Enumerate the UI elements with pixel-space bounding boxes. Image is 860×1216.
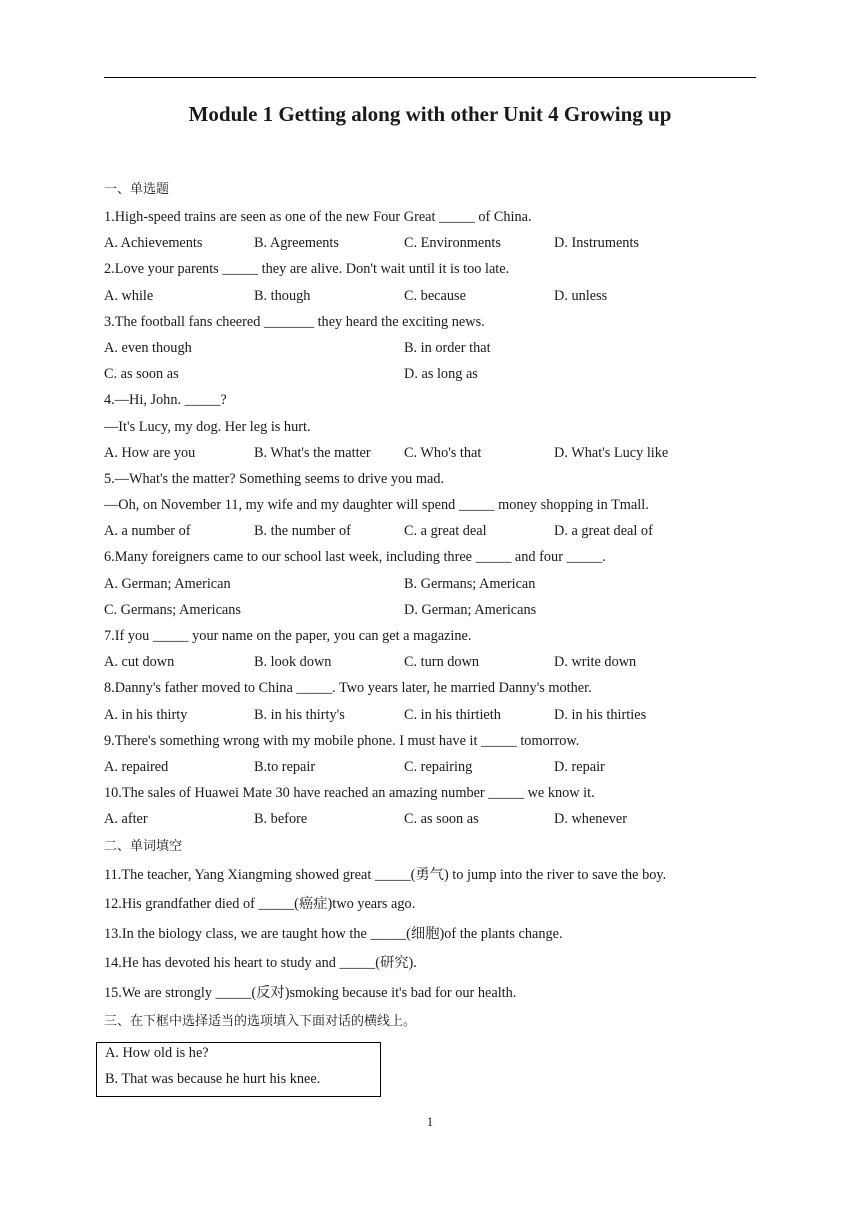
fill-in-item: 14.He has devoted his heart to study and _____(研究).	[104, 955, 417, 971]
worksheet-content	[104, 176, 764, 1036]
options-row	[104, 702, 764, 728]
question-stem: 4.—Hi, John. _____?	[104, 392, 227, 409]
option: C. as soon as	[404, 811, 479, 828]
options-row	[104, 754, 764, 780]
option: B. Germans; American	[404, 575, 536, 592]
option: A. after	[104, 811, 148, 828]
option: D. in his thirties	[554, 706, 647, 723]
section-heading-3: 三、在下框中选择适当的选项填入下面对话的横线上。	[104, 1014, 417, 1029]
option: A. German; American	[104, 575, 231, 592]
option: A. a number of	[104, 523, 191, 540]
question-stem: 10.The sales of Huawei Mate 30 have reached an amazing number _____ we know it.	[104, 785, 595, 802]
options-row	[104, 230, 764, 256]
option: C. Germans; Americans	[104, 601, 241, 618]
option: C. because	[404, 287, 466, 304]
question-stem: 9.There's something wrong with my mobile phone. I must have it _____ tomorrow.	[104, 732, 580, 749]
fill-in-item: 15.We are strongly _____(反对)smoking because it's bad for our health.	[104, 984, 517, 1001]
box-choice: A. How old is he?	[105, 1045, 209, 1061]
option: C. in his thirtieth	[404, 706, 501, 723]
option: B.to repair	[254, 758, 316, 775]
option: D. whenever	[554, 811, 628, 828]
option: A. repaired	[104, 758, 169, 775]
option: B. What's the matter	[254, 444, 371, 461]
question-stem-reply: —Oh, on November 11, my wife and my daughter will spend _____ money shopping in Tmall.	[104, 497, 649, 514]
options-row	[104, 361, 764, 387]
option: B. in order that	[404, 339, 491, 356]
option: B. Agreements	[254, 235, 339, 252]
option: C. a great deal	[404, 523, 487, 540]
question-stem: 8.Danny's father moved to China _____. Two years later, he married Danny's mother.	[104, 680, 592, 697]
answer-choice-box	[96, 1042, 381, 1097]
question-stem: 5.—What's the matter? Something seems to drive you mad.	[104, 470, 445, 487]
page-title: Module 1 Getting along with other Unit 4 Growing up	[188, 102, 672, 126]
fill-in-item: 11.The teacher, Yang Xiangming showed great _____(勇气) to jump into the river to save the boy.	[104, 866, 667, 883]
option: A. cut down	[104, 654, 175, 671]
option: D. as long as	[404, 366, 478, 383]
options-row	[104, 518, 764, 544]
option: B. look down	[254, 654, 332, 671]
question-stem: 3.The football fans cheered _______ they heard the exciting news.	[104, 313, 485, 330]
option: A. while	[104, 287, 154, 304]
option: C. repairing	[404, 758, 473, 775]
question-stem: 1.High-speed trains are seen as one of the new Four Great _____ of China.	[104, 209, 532, 225]
fill-in-item: 12.His grandfather died of _____(癌症)two years ago.	[104, 896, 416, 912]
section-heading-1: 一、单选题	[104, 182, 170, 197]
header-rule	[104, 77, 756, 78]
option: A. Achievements	[104, 235, 203, 252]
option: C. as soon as	[104, 366, 179, 383]
option: D. German; Americans	[404, 601, 537, 618]
option: B. before	[254, 811, 308, 828]
option: D. Instruments	[554, 235, 639, 252]
option: D. unless	[554, 287, 608, 304]
options-row	[104, 571, 764, 597]
page-number: 1	[426, 1114, 434, 1129]
option: B. though	[254, 287, 311, 304]
options-row	[104, 283, 764, 309]
option: B. in his thirty's	[254, 706, 345, 723]
option: B. the number of	[254, 523, 351, 540]
option: A. in his thirty	[104, 706, 188, 723]
option: D. write down	[554, 654, 637, 671]
option: A. How are you	[104, 444, 196, 461]
option: D. a great deal of	[554, 523, 653, 540]
question-stem: 6.Many foreigners came to our school last week, including three _____ and four _____.	[104, 549, 606, 566]
question-stem-reply: —It's Lucy, my dog. Her leg is hurt.	[104, 418, 311, 435]
box-choice: B. That was because he hurt his knee.	[105, 1071, 321, 1087]
option: C. Environments	[404, 235, 501, 252]
option: C. Who's that	[404, 444, 482, 461]
fill-in-item: 13.In the biology class, we are taught how the _____(细胞)of the plants change.	[104, 925, 563, 942]
option: D. repair	[554, 758, 605, 775]
question-stem: 2.Love your parents _____ they are alive. Don't wait until it is too late.	[104, 261, 510, 278]
options-row	[104, 649, 764, 675]
options-row	[104, 806, 764, 832]
option: A. even though	[104, 339, 192, 356]
question-stem: 7.If you _____ your name on the paper, you can get a magazine.	[104, 628, 472, 644]
section-heading-2: 二、单词填空	[104, 838, 183, 854]
option: D. What's Lucy like	[554, 444, 669, 461]
options-row	[104, 597, 764, 623]
options-row	[104, 440, 764, 466]
options-row	[104, 335, 764, 361]
option: C. turn down	[404, 654, 480, 671]
